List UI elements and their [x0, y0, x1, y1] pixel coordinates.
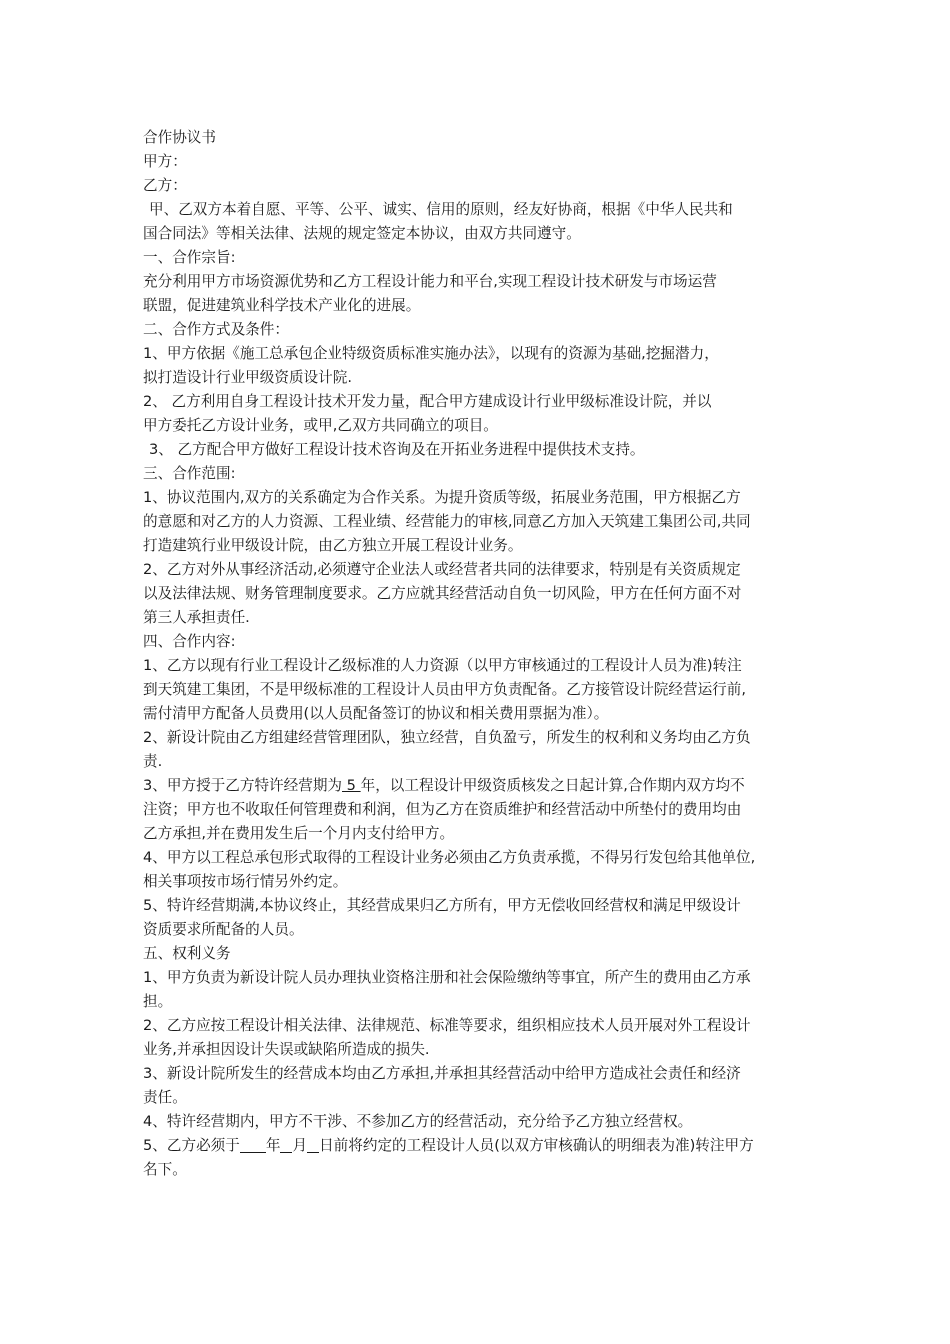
section-4-item-1-line-2: 到天筑建工集团，不是甲级标准的工程设计人员由甲方负责配备。乙方接管设计院经营运行前,	[143, 681, 746, 698]
party-b-label: 乙方：	[143, 177, 187, 194]
section-4-item-1-line-3: 需付清甲方配备人员费用(以人员配备签订的协议和相关费用票据为准）。	[143, 705, 609, 722]
section-5-heading: 五、权利义务	[143, 945, 231, 962]
section-5-item-5-line-1	[143, 1134, 818, 1158]
section-3-item-1-line-2: 的意愿和对乙方的人力资源、工程业绩、经营能力的审核,同意乙方加入天筑建工集团公司,共同	[143, 513, 751, 530]
section-2-item-2-line-2: 甲方委托乙方设计业务，或甲,乙双方共同确立的项目。	[143, 417, 498, 434]
section-1-text-line-1: 充分利用甲方市场资源优势和乙方工程设计能力和平台,实现工程设计技术研发与市场运营	[143, 273, 717, 290]
section-5-item-5-line-2: 名下。	[143, 1161, 187, 1178]
section-5-item-1-line-1: 1、甲方负责为新设计院人员办理执业资格注册和社会保险缴纳等事宜，所产生的费用由乙方承	[143, 969, 751, 986]
section-3-item-1-line-3: 打造建筑行业甲级设计院，由乙方独立开展工程设计业务。	[143, 537, 523, 554]
section-3-heading: 三、合作范围:	[143, 465, 236, 482]
section-4-item-3-text-b: 年，以工程设计甲级资质核发之日起计算,合作期内双方均不	[360, 777, 745, 794]
section-5-item-5-text-a: 5、乙方必须于	[143, 1137, 240, 1154]
section-2-item-3-line-1: 3、 乙方配合甲方做好工程设计技术咨询及在开拓业务进程中提供技术支持。	[149, 441, 645, 458]
section-1-heading: 一、合作宗旨:	[143, 249, 236, 266]
section-1-text-line-2: 联盟，促进建筑业科学技术产业化的进展。	[143, 297, 421, 314]
preamble-line-1: 甲、乙双方本着自愿、平等、公平、诚实、信用的原则，经友好协商，根据《中华人民共和	[149, 201, 733, 218]
section-5-item-2-line-1: 2、乙方应按工程设计相关法律、法律规范、标准等要求，组织相应技术人员开展对外工程设计	[143, 1017, 751, 1034]
section-5-item-5-text-b: 日前将约定的工程设计人员(以双方审核确认的明细表为准)转注甲方	[319, 1137, 754, 1154]
section-4-item-5-line-1: 5、特许经营期满,本协议终止，其经营成果归乙方所有，甲方无偿收回经营权和满足甲级设计	[143, 897, 741, 914]
section-4-item-3-line-1	[143, 774, 818, 798]
section-4-item-4-line-2: 相关事项按市场行情另外约定。	[143, 873, 348, 890]
section-5-item-4-line-1: 4、特许经营期内，甲方不干涉、不参加乙方的经营活动，充分给予乙方独立经营权。	[143, 1113, 693, 1130]
section-3-item-2-line-2: 以及法律法规、财务管理制度要求。乙方应就其经营活动自负一切风险，甲方在任何方面不对	[143, 585, 742, 602]
section-4-item-3-text-a: 3、甲方授于乙方特许经营期为	[143, 777, 343, 794]
section-2-item-2-line-1: 2、 乙方利用自身工程设计技术开发力量，配合甲方建成设计行业甲级标准设计院，并以	[143, 393, 712, 410]
year-blank	[240, 1137, 266, 1153]
section-2-heading: 二、合作方式及条件：	[143, 321, 289, 338]
section-4-item-5-line-2: 资质要求所配备的人员。	[143, 921, 304, 938]
party-a-label: 甲方：	[143, 153, 187, 170]
year-label: 年	[265, 1137, 281, 1154]
franchise-years-value: 5	[342, 777, 361, 794]
section-5-item-2-line-2: 业务,并承担因设计失误或缺陷所造成的损失.	[143, 1041, 430, 1058]
section-3-item-2-line-3: 第三人承担责任.	[143, 609, 250, 626]
section-5-item-1-line-2: 担。	[143, 993, 173, 1010]
section-4-heading: 四、合作内容:	[143, 633, 236, 650]
preamble-line-2: 国合同法》等相关法律、法规的规定签定本协议，由双方共同遵守。	[143, 225, 581, 242]
section-5-item-3-line-1: 3、新设计院所发生的经营成本均由乙方承担,并承担其经营活动中给甲方造成社会责任和经济	[143, 1065, 741, 1082]
month-blank	[280, 1137, 292, 1153]
document-title: 合作协议书	[143, 129, 216, 146]
section-4-item-2-line-1: 2、新设计院由乙方组建经营管理团队，独立经营，自负盈亏，所发生的权利和义务均由乙方负	[143, 729, 751, 746]
day-blank	[307, 1137, 319, 1153]
section-4-item-1-line-1: 1、乙方以现有行业工程设计乙级标准的人力资源（以甲方审核通过的工程设计人员为准)转注	[143, 657, 742, 674]
agreement-body	[143, 126, 818, 1182]
section-4-item-3-line-3: 乙方承担,并在费用发生后一个月内支付给甲方。	[143, 825, 455, 842]
month-label: 月	[292, 1137, 308, 1154]
section-3-item-1-line-1: 1、协议范围内,双方的关系确定为合作关系。为提升资质等级，拓展业务范围，甲方根据乙方	[143, 489, 741, 506]
section-4-item-3-line-2: 注资；甲方也不收取任何管理费和利润，但为乙方在资质维护和经营活动中所垫付的费用均由	[143, 801, 742, 818]
section-4-item-2-line-2: 责.	[143, 753, 163, 770]
section-2-item-1-line-1: 1、甲方依据《施工总承包企业特级资质标准实施办法》，以现有的资源为基础,挖掘潜力，	[143, 345, 719, 362]
section-4-item-4-line-1: 4、甲方以工程总承包形式取得的工程设计业务必须由乙方负责承揽，不得另行发包给其他单位,	[143, 849, 756, 866]
section-3-item-2-line-1: 2、乙方对外从事经济活动,必须遵守企业法人或经营者共同的法律要求，特别是有关资质规定	[143, 561, 741, 578]
section-2-item-1-line-2: 拟打造设计行业甲级资质设计院.	[143, 369, 352, 386]
section-5-item-3-line-2: 责任。	[143, 1089, 187, 1106]
